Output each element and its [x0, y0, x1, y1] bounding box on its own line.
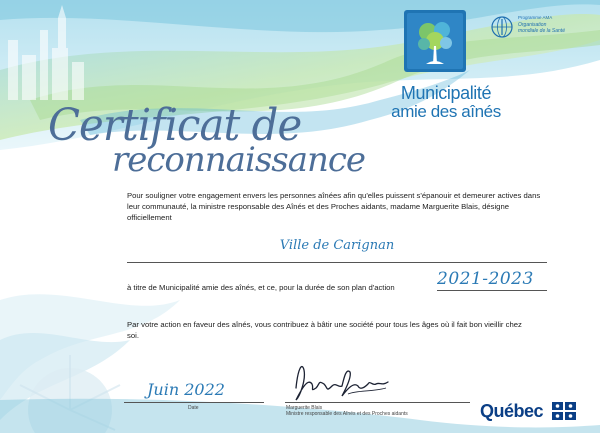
who-org-line2: mondiale de la Santé [518, 28, 565, 34]
plan-period: 2021-2023 [437, 269, 534, 289]
certificate-title-line1: Certificat de [48, 100, 302, 151]
date-line [124, 402, 264, 403]
closing-paragraph: Par votre action en faveur des aînés, vous contribuez à bâtir une société pour tous les âges où il fait bon vieillir chez soi. [127, 320, 522, 340]
recipient-name: Ville de Carignan [279, 238, 395, 253]
signature-image [288, 358, 398, 404]
tree-badge-icon [404, 10, 466, 72]
municipality-logo-subtitle: amie des aînés [391, 102, 501, 121]
certificate-title-line2: reconnaissance [112, 140, 366, 180]
fleur-de-lis-flag-icon [552, 402, 576, 420]
who-org-name [518, 22, 565, 34]
who-program-label: Programme AMA [518, 15, 553, 20]
intro-paragraph: Pour souligner votre engagement envers les personnes aînées afin qu'elles puissent s'épanouir et demeurer actives dans leur communauté, la ministre responsable des Aînés et des Proches aidants, madame Marguerite Blais, désigne officiellement [127, 191, 541, 222]
date-value: Juin 2022 [147, 380, 225, 399]
signer-title: Ministre responsable des Aînés et des Proches aidants [286, 411, 408, 417]
role-text: à titre de Municipalité amie des aînés, et ce, pour la durée de son plan d'action [127, 283, 395, 292]
period-line [437, 290, 547, 291]
quebec-wordmark: Québec [480, 401, 544, 421]
who-emblem-icon [491, 16, 513, 38]
signature-line [285, 402, 470, 403]
date-label: Date [188, 405, 199, 411]
who-org-line1: Organisation [518, 22, 547, 28]
signer-name: Marguerite Blais [286, 405, 323, 411]
recipient-line [127, 262, 547, 263]
municipality-logo-title: Municipalité [400, 83, 492, 103]
